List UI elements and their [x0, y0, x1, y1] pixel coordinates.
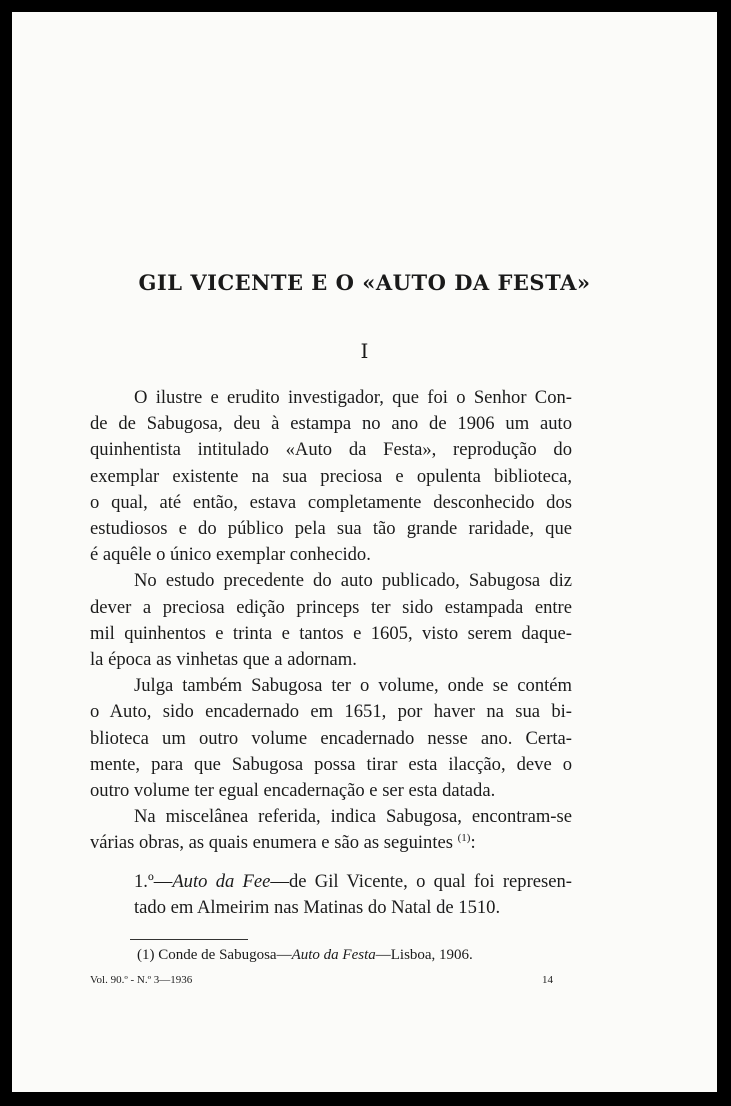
footnote-ref: (1) — [457, 832, 471, 845]
body-text — [90, 385, 572, 921]
text-line: exemplar existente na sua preciosa e opulenta biblioteca, — [90, 465, 572, 487]
text-line: outro volume ter egual encadernação e ser esta datada. — [90, 780, 496, 802]
text-line: la época as vinhetas que a adornam. — [90, 649, 357, 671]
page — [12, 12, 717, 1092]
text-line: estudiosos e do público pela sua tão grande raridade, que — [90, 518, 572, 540]
footnote-italic: Auto da Festa — [291, 947, 376, 963]
text-line: o qual, até então, estava completamente desconhecido dos — [90, 491, 572, 513]
text-line: dever a preciosa edição princeps ter sido estampada entre — [90, 596, 572, 618]
text-line: o Auto, sido encadernado em 1651, por haver na sua bi- — [90, 701, 572, 723]
footnote-mark: (1) — [137, 947, 155, 963]
text-line: Julga também Sabugosa ter o volume, onde se contém — [134, 675, 572, 697]
list-dash: — — [153, 870, 173, 892]
footnote-text: Conde de Sabugosa— — [154, 947, 292, 963]
punctuation: : — [470, 832, 476, 854]
section-number: I — [360, 339, 369, 363]
text-line: mente, para que Sabugosa possa tirar esta ilacção, deve o — [90, 753, 572, 775]
text-line: blioteca um outro volume encadernado nesse ano. Certa- — [90, 727, 572, 749]
text-line: O ilustre e erudito investigador, que foi o Senhor Con- — [134, 387, 572, 408]
list-number: 1.º — [134, 870, 154, 892]
page-title: GIL VICENTE E O «AUTO DA FESTA» — [138, 270, 591, 295]
text-line: é aquêle o único exemplar conhecido. — [90, 544, 371, 566]
volume-info: Vol. 90.º - N.º 3—1936 — [90, 974, 193, 986]
footnote — [137, 947, 473, 964]
list-line: tado em Almeirim nas Matinas do Natal de 1510. — [134, 896, 501, 918]
text-line: quinhentista intitulado «Auto da Festa», reprodução do — [90, 439, 572, 461]
text-line: mil quinhentos e trinta e tantos e 1605, visto serem daque- — [90, 622, 572, 644]
text-line: No estudo precedente do auto publicado, Sabugosa diz — [134, 570, 572, 592]
text-fragment: várias obras, as quais enumera e são as seguintes — [90, 832, 453, 854]
paragraph-3 — [90, 673, 572, 804]
paragraph-2 — [90, 568, 572, 673]
list-item — [90, 869, 572, 921]
paragraph-1 — [90, 385, 572, 568]
footnote-rule — [130, 939, 248, 940]
text-line: de de Sabugosa, deu à estampa no ano de 1906 um auto — [90, 413, 572, 435]
list-work-title: Auto da Fee — [172, 870, 271, 892]
page-number: 14 — [542, 974, 553, 986]
text-line — [90, 830, 572, 856]
list-line — [90, 869, 572, 895]
footnote-text: —Lisboa, 1906. — [375, 947, 473, 963]
spacer — [90, 857, 572, 869]
paragraph-4 — [90, 804, 572, 856]
list-text: —de Gil Vicente, o qual foi represen- — [270, 870, 572, 892]
text-line: Na miscelânea referida, indica Sabugosa, encontram-se — [134, 806, 572, 828]
